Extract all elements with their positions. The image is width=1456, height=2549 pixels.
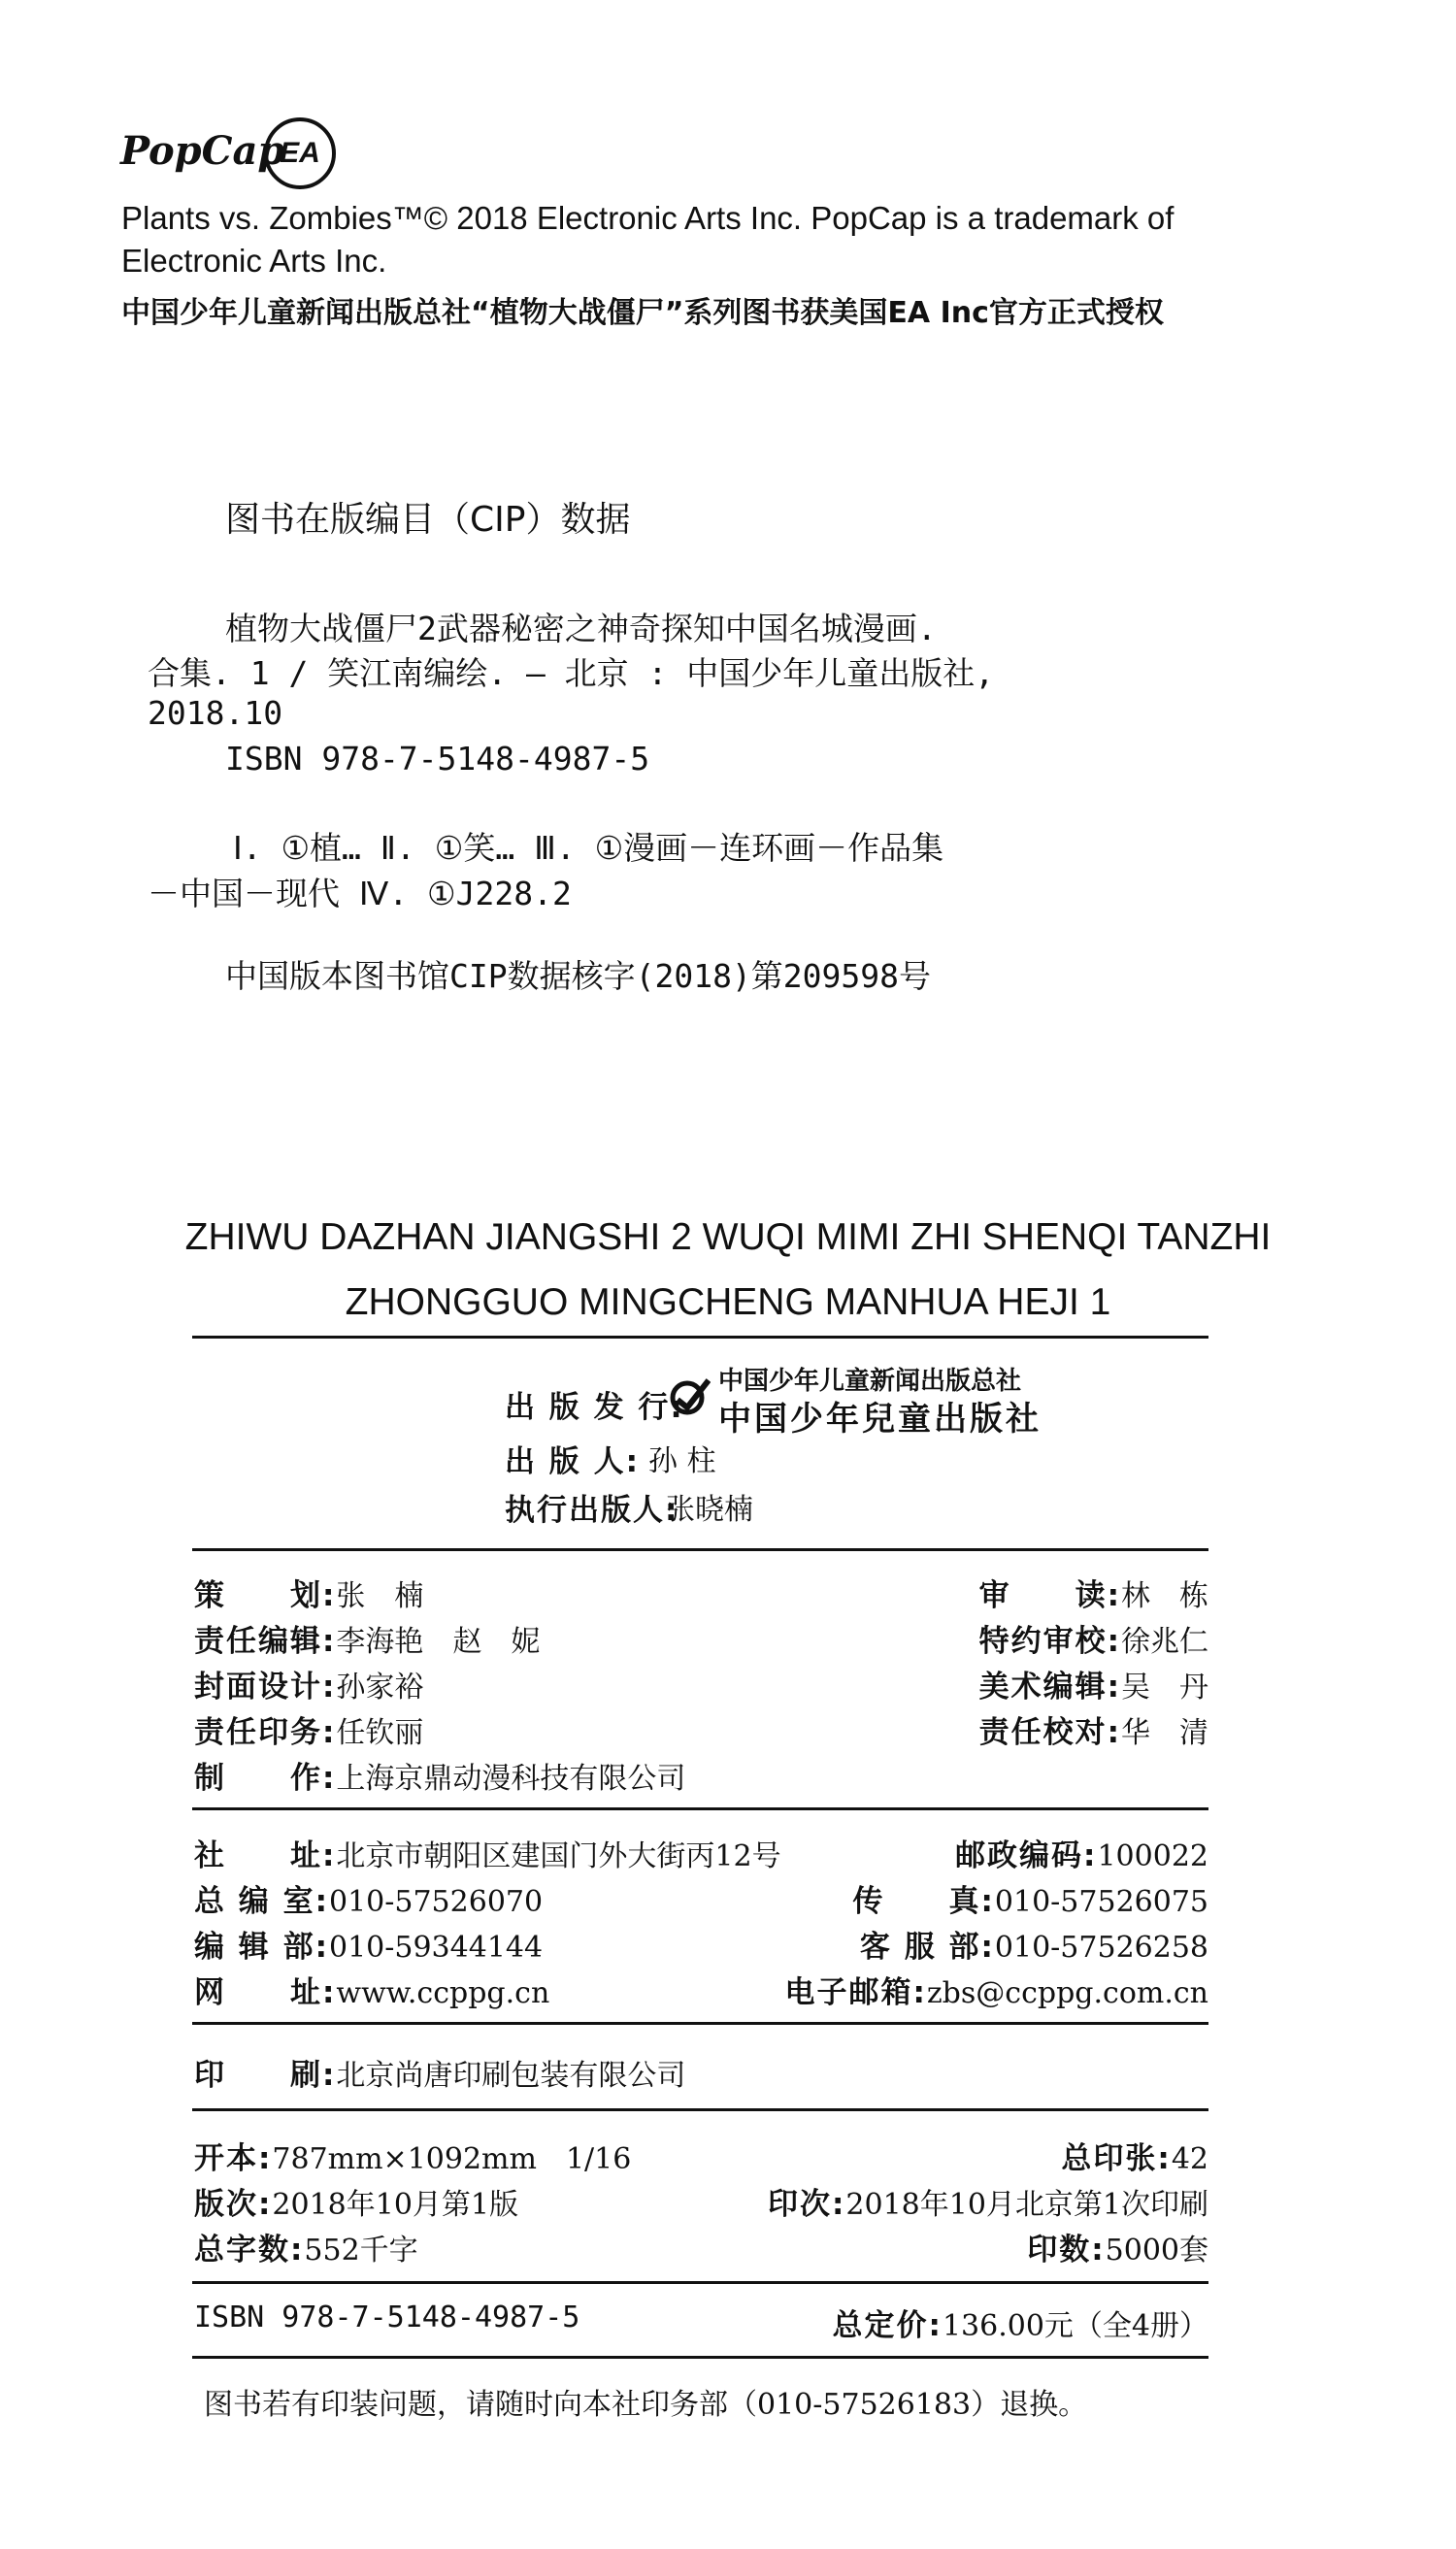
spec-value: 2018年10月北京第1次印刷: [845, 2188, 1208, 2222]
contact-label: 社 址:: [194, 1838, 337, 1873]
staff-label: 策 划:: [194, 1578, 337, 1613]
exec-publisher-value: 张晓楠: [666, 1493, 753, 1527]
contact-label: 网 址:: [194, 1975, 337, 2010]
contact-value: 北京市朝阳区建国门外大街丙12号: [336, 1839, 781, 1873]
price-row: [194, 2301, 1208, 2345]
staff-value: 徐兆仁: [1121, 1625, 1208, 1659]
staff-row-5: [194, 1753, 1208, 1798]
divider-4: [192, 2022, 1208, 2025]
pinyin-title-line-2: ZHONGGUO MINGCHENG MANHUA HEJI 1: [345, 1281, 1111, 1323]
staff-label: 责任印务:: [194, 1715, 337, 1750]
contact-value: 010-57526075: [994, 1885, 1208, 1919]
spec-label: 总字数:: [194, 2233, 305, 2268]
popcap-logo: [120, 128, 284, 174]
staff-value: 上海京鼎动漫科技有限公司: [336, 1762, 686, 1796]
footer-notice: 图书若有印装问题，请随时向本社印务部（010-57526183）退换。: [204, 2388, 1088, 2422]
publisher-name-2: 中国少年兒童出版社: [718, 1400, 1042, 1439]
staff-row-1: [194, 1571, 1208, 1615]
contact-value: 010-57526258: [994, 1931, 1208, 1965]
staff-value: 林 栋: [1121, 1579, 1208, 1613]
cip-line-3: 2018.10: [148, 694, 283, 732]
staff-row-2: [194, 1616, 1208, 1661]
spec-value: 2018年10月第1版: [272, 2188, 519, 2222]
divider-3: [192, 1807, 1208, 1810]
contact-label: 客 服 部:: [859, 1930, 995, 1965]
cip-line-4: ISBN 978-7-5148-4987-5: [225, 740, 650, 778]
spec-label: 印数:: [1027, 2233, 1106, 2268]
contact-label: 邮政编码:: [955, 1838, 1098, 1873]
specs-row-1: [194, 2134, 1208, 2178]
staff-value: 任钦丽: [336, 1716, 424, 1750]
spec-label: 版次:: [194, 2187, 273, 2222]
publisher-label: 出 版 发 行:: [505, 1390, 684, 1425]
popcap-logo-text: PopCap: [120, 128, 285, 174]
pinyin-title-line-1: ZHIWU DAZHAN JIANGSHI 2 WUQI MIMI ZHI SHENQI TANZHI: [184, 1216, 1272, 1258]
isbn-number: ISBN 978-7-5148-4987-5: [194, 2301, 580, 2334]
contact-label: 总 编 室:: [194, 1884, 329, 1919]
contact-value: 010-57526070: [328, 1885, 544, 1919]
contact-row-2: [194, 1876, 1208, 1921]
spec-label: 开本:: [194, 2141, 273, 2176]
spec-label: 总印张:: [1061, 2141, 1172, 2176]
publisher-person-label: 出 版 人:: [505, 1444, 640, 1479]
cip-line-7: 中国版本图书馆CIP数据核字(2018)第209598号: [225, 957, 932, 995]
cip-line-6: －中国－现代 Ⅳ. ①J228.2: [148, 875, 572, 912]
staff-label: 制 作:: [194, 1761, 337, 1796]
cip-line-2: 合集. 1 / 笑江南编绘. — 北京 : 中国少年儿童出版社,: [148, 654, 995, 692]
divider-7: [192, 2356, 1208, 2359]
contact-value: 010-59344144: [328, 1931, 544, 1965]
spec-label: 印次:: [767, 2187, 846, 2222]
divider-2: [192, 1548, 1208, 1551]
publisher-name-1: 中国少年儿童新闻出版总社: [718, 1367, 1022, 1396]
cip-line-5: Ⅰ. ①植… Ⅱ. ①笑… Ⅲ. ①漫画－连环画－作品集: [233, 829, 944, 867]
copyright-line-2: Electronic Arts Inc.: [121, 243, 387, 279]
email-address: zbs@ccppg.com.cn: [926, 1976, 1208, 2010]
staff-label: 特约审校:: [978, 1624, 1121, 1659]
staff-value: 李海艳 赵 妮: [336, 1625, 541, 1659]
specs-row-3: [194, 2225, 1208, 2269]
publisher-person-value: 孙 柱: [648, 1444, 716, 1478]
publisher-seal-icon: [668, 1374, 711, 1421]
price-label: 总定价:: [832, 2308, 943, 2343]
printer-value: 北京尚唐印刷包装有限公司: [336, 2059, 686, 2093]
staff-value: 华 清: [1121, 1716, 1208, 1750]
staff-value: 张 楠: [336, 1579, 424, 1613]
spec-value: 787mm×1092mm 1/16: [272, 2142, 632, 2176]
contact-row-1: [194, 1831, 1208, 1875]
ea-logo-text: EA: [280, 137, 320, 169]
contact-label: 电子邮箱:: [784, 1975, 927, 2010]
staff-label: 责任编辑:: [194, 1624, 337, 1659]
staff-row-3: [194, 1662, 1208, 1706]
staff-value: 吴 丹: [1121, 1671, 1208, 1705]
ea-logo: [264, 117, 336, 189]
staff-label: 封面设计:: [194, 1670, 337, 1705]
staff-value: 孙家裕: [336, 1671, 424, 1705]
divider-6: [192, 2281, 1208, 2284]
divider-5: [192, 2108, 1208, 2111]
cip-line-1: 植物大战僵尸2武器秘密之神奇探知中国名城漫画.: [225, 610, 937, 647]
staff-row-4: [194, 1707, 1208, 1752]
contact-label: 传 真:: [852, 1884, 995, 1919]
printer-label: 印 刷:: [194, 2058, 337, 2093]
spec-value: 42: [1171, 2142, 1208, 2176]
cip-heading: 图书在版编目（CIP）数据: [225, 500, 631, 540]
printer-row: [194, 2050, 1208, 2095]
contact-row-3: [194, 1922, 1208, 1967]
spec-value: 552千字: [304, 2234, 418, 2268]
specs-row-2: [194, 2179, 1208, 2224]
contact-row-4: [194, 1968, 1208, 2012]
divider-1: [192, 1336, 1208, 1339]
license-statement: 中国少年儿童新闻出版总社“植物大战僵尸”系列图书获美国EA Inc官方正式授权: [121, 296, 1164, 330]
staff-label: 审 读:: [978, 1578, 1121, 1613]
contact-value: 100022: [1097, 1839, 1208, 1873]
copyright-line-1: Plants vs. Zombies™© 2018 Electronic Arts Inc. PopCap is a trademark of: [121, 200, 1175, 236]
spec-value: 5000套: [1105, 2234, 1208, 2268]
exec-publisher-label: 执行出版人:: [505, 1493, 679, 1528]
contact-label: 编 辑 部:: [194, 1930, 329, 1965]
website-link: www.ccppg.cn: [336, 1976, 550, 2010]
staff-label: 责任校对:: [978, 1715, 1121, 1750]
staff-label: 美术编辑:: [978, 1670, 1121, 1705]
price-value: 136.00元（全4册）: [942, 2309, 1208, 2343]
